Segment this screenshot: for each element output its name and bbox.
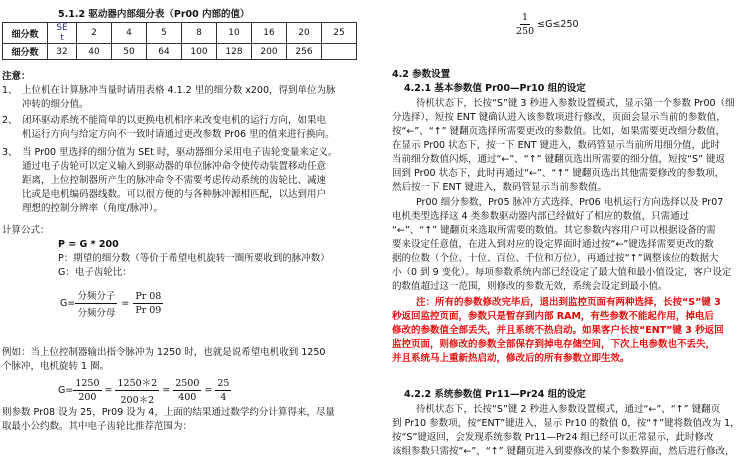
paragraph-line: 到 Pr10 参数项，按“ENT”键进入，显示 Pr10 的数值 0，按“↑”键将数值改为 1， <box>392 418 740 429</box>
section-heading-4-2-2: 4.2.2 系统参数值 Pr11—Pr24 组的设定 <box>404 389 586 400</box>
fraction-numerator: 2500 <box>175 378 200 389</box>
paragraph-line: “←”、“↑” 键翻页来选取所需要的数值。其它参数内容用户可以根据设备的需 <box>392 225 716 236</box>
gear-ratio-equation <box>60 288 163 319</box>
subdivision-table <box>2 22 357 60</box>
paragraph-line: 分选择），短按 ENT 键确认进入该参数项进行修改，页面会显示当前的参数值， <box>392 112 726 123</box>
table-cell: 100 <box>182 44 217 60</box>
gear-ratio-range <box>514 12 579 37</box>
note-text: 通过电子齿轮可以定义输入到驱动器的单位脉冲命令使传动装置移动任意 <box>22 161 327 172</box>
note-number: 1、 <box>2 85 18 96</box>
fraction-denominator: 4 <box>220 392 227 403</box>
table-row <box>3 44 357 60</box>
fraction-numerator: 分频分子 <box>75 288 117 304</box>
note-text: 距离，上位控制器所产生的脉冲命令不需要考虑传动系统的齿轮比、减速 <box>22 175 327 186</box>
note-text: 比或是电机编码器线数。可以很方便的与各种脉冲源相匹配，以达到用户 <box>22 189 327 200</box>
result-line: 则参数 Pr08 设为 25，Pr09 设为 4，上面的结果通过数学约分计算得来，尽量 <box>2 407 335 418</box>
equals-sign: = <box>104 385 113 396</box>
note-text: 理想的控制分辨率（角度/脉冲）。 <box>22 203 163 214</box>
eq-lhs: G= <box>60 298 76 309</box>
note-text: 机运行方向与给定方向不一致时请通过更改参数 Pr06 里的值来进行换向。 <box>22 129 335 140</box>
table-cell: 40 <box>77 44 112 60</box>
equals-sign: = <box>162 385 171 396</box>
section-title-5-1-2: 5.1.2 驱动器内部细分表（Pr00 内部的值） <box>58 9 250 20</box>
table-cell: 16 <box>252 23 287 44</box>
paragraph-line: 电机类型选择这 4 类参数驱动器内部已经做好了相应的数值，只需通过 <box>392 211 690 222</box>
fraction-numerator: 1250 <box>75 378 100 389</box>
table-cell: 8 <box>182 23 217 44</box>
example-equation <box>58 375 231 406</box>
warning-line: 并且系统马上重新热启动，修改后的所有参数立即生效。 <box>392 353 630 364</box>
equals-sign: = <box>121 298 130 309</box>
table-cell: 200 <box>252 44 287 60</box>
table-cell: 20 <box>287 23 322 44</box>
fraction <box>133 291 163 316</box>
example-line: 例如：当上位控制器输出指令脉冲为 1250 时，也就是说希望电机收到 1250 <box>2 347 326 358</box>
warning-line: 注：所有的参数修改完毕后，退出到监控页面有两种选择，长按“S”键 3 <box>416 297 721 308</box>
fraction-numerator: 1 <box>522 12 529 23</box>
fraction <box>73 378 101 403</box>
fraction <box>514 12 536 37</box>
warning-line: 秒返回监控页面，参数只是暂存到内部 RAM，有些参数不能起作用，掉电后 <box>392 311 714 322</box>
table-cell: 128 <box>217 44 252 60</box>
paragraph-line: Pr00 细分参数，Pr05 脉冲方式选择、Pr06 电机运行方向选择以及 Pr07 <box>416 197 724 208</box>
result-line: 取最小公约数。其中电子齿轮比推荐范围为： <box>2 421 193 432</box>
table-cell: 4 <box>112 23 147 44</box>
paragraph-line: 小（0 到 9 变化）。每项参数系统内部已经设定了最大值和最小值设定，客户设定 <box>392 267 732 278</box>
paragraph-line: 按“S”键返回，会发现系统参数 Pr11—Pr24 组已经可以正常显示，此时修改 <box>392 432 714 443</box>
paragraph-line: 据的位数（个位、十位、百位、千位和万位），再通过按“↑”调整该位的数据大 <box>392 253 719 264</box>
table-cell: 32 <box>48 44 77 60</box>
notes-heading: 注意： <box>2 71 31 82</box>
table-cell: 64 <box>147 44 182 60</box>
fraction-denominator: 200＊2 <box>120 395 155 406</box>
g-description: G：电子齿轮比： <box>58 267 132 278</box>
eq-lhs: G= <box>58 385 74 396</box>
left-column <box>2 0 364 470</box>
fraction-denominator: 200 <box>78 392 97 403</box>
example-line: 个脉冲，电机旋转 1 圈。 <box>2 361 110 372</box>
fraction-denominator: 400 <box>178 392 197 403</box>
note-text: 闭环驱动系统不能简单的以更换电机相序来改变电机的运行方向，如果电 <box>22 115 327 126</box>
note-number: 2、 <box>2 115 18 126</box>
fraction-numerator: Pr 08 <box>135 291 162 302</box>
table-row <box>3 23 357 44</box>
fraction <box>173 378 201 403</box>
table-cell: 256 <box>287 44 322 60</box>
note-number: 3、 <box>2 147 18 158</box>
table-cell: 50 <box>112 44 147 60</box>
paragraph-line: 待机状态下，长按“S”键 2 秒进入参数设置模式，通过“←”、“↑” 键翻页 <box>416 404 721 415</box>
paragraph-line: 然后按一下 ENT 键进入，数码管显示当前参数值。 <box>392 182 607 193</box>
note-text: 当 Pr00 里选择的细分值为 SEt 时，驱动器细分采用电子齿轮变量来定义。 <box>22 147 338 158</box>
table-cell: SE t <box>48 23 77 44</box>
fraction-denominator: 250 <box>516 26 535 37</box>
fraction <box>115 375 159 406</box>
fraction <box>75 288 117 319</box>
table-cell: 5 <box>147 23 182 44</box>
p-description: P：期望的细分数（等价于希望电机旋转一圈所要收到的脉冲数） <box>58 253 330 264</box>
paragraph-line: 的数值超过这一范围，则修改的参数无效，系统会设定到最小值。 <box>392 281 668 292</box>
section-heading-4-2-1: 4.2.1 基本参数值 Pr00—Pr10 组的设定 <box>404 83 586 94</box>
note-text: 上位机在计算脉冲当量时请用表格 4.1.2 里的细分数 x200，得到单位为脉 <box>22 85 336 96</box>
fraction-denominator: Pr 09 <box>135 305 162 316</box>
paragraph-line: 在显示 Pr00 状态下，按一下 ENT 键进入，数码管显示当前所用细分值，此时 <box>392 140 721 151</box>
formula-p: P = G * 200 <box>58 239 119 250</box>
warning-line: 修改的参数值全部丢失，并且系统不热启动。如果客户长按“ENT”键 3 秒返回 <box>392 325 724 336</box>
table-cell <box>322 44 357 60</box>
range-text: ≤G≤250 <box>537 19 579 30</box>
paragraph-line: 待机状态下，长按“S”键 3 秒进入参数设置模式，显示第一个参数 Pr00（细 <box>416 98 735 109</box>
section-heading-4-2: 4.2 参数设置 <box>392 69 451 80</box>
fraction-denominator: 分频分母 <box>77 308 116 319</box>
calc-heading: 计算公式： <box>2 225 50 236</box>
table-cell: 细分数 <box>3 44 48 60</box>
fraction-numerator: 1250＊2 <box>115 375 159 391</box>
fraction-numerator: 25 <box>217 378 230 389</box>
table-cell: 10 <box>217 23 252 44</box>
paragraph-line: 该组参数只需按“←”、“↑” 键翻页进入到要修改的某个参数界面，然后进行修改， <box>392 446 735 457</box>
note-text: 冲转的细分值。 <box>22 99 89 110</box>
paragraph-line: 回到 Pr00 状态下，此时再通过“←”、“↑” 键翻页选出其他需要修改的参数项， <box>392 168 725 179</box>
table-cell: 25 <box>322 23 357 44</box>
warning-line: 监控页面，则修改的参数全部保存到掉电存储空间，下次上电参数也不丢失， <box>392 339 716 350</box>
table-cell: 2 <box>77 23 112 44</box>
paragraph-line: 按“←”、“↑” 键翻页选择所需要更改的参数值。比如，如果需要更改细分数值， <box>392 126 726 137</box>
fraction <box>215 378 231 403</box>
equals-sign: = <box>204 385 213 396</box>
paragraph-line: 当前细分数值闪烁，通过“←”、“↑” 键翻页选出所需要的细分值，短按“S” 键返 <box>392 154 726 165</box>
right-column <box>392 0 748 470</box>
paragraph-line: 要来设定任意值，在进入到对应的设定界面时通过按“←”键选择需要更改的数 <box>392 239 714 250</box>
table-cell: 细分数 <box>3 23 48 44</box>
